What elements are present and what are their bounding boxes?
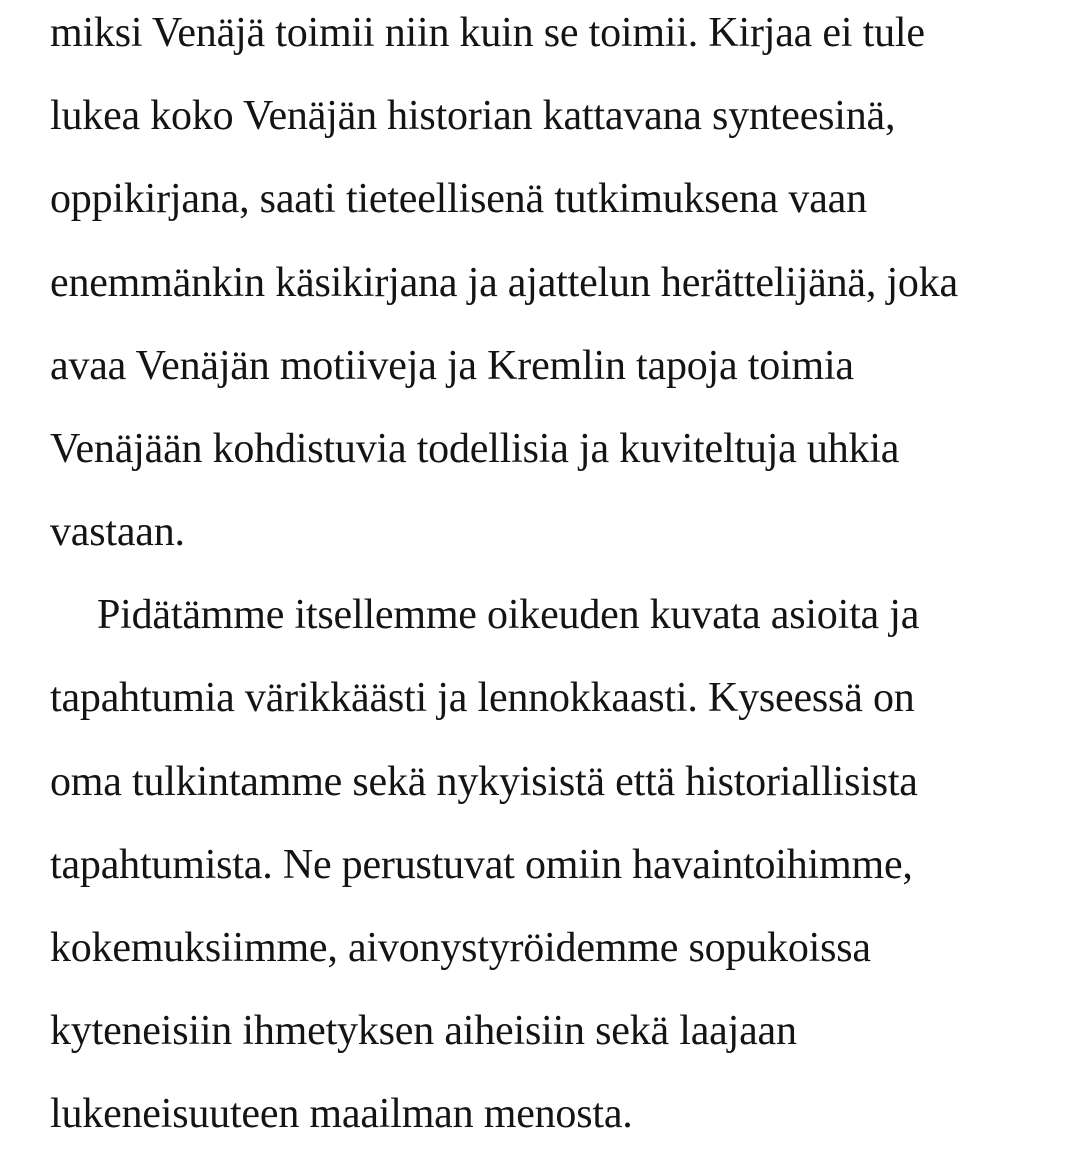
text-line: tapahtumia värikkäästi ja lennokkaasti. Kyseessä on [50, 675, 915, 721]
text-line: tapahtumista. Ne perustuvat omiin havaintoihimme, [50, 842, 913, 888]
text-line: Venäjään kohdistuvia todellisia ja kuviteltuja uhkia [50, 426, 900, 472]
text-line: vastaan. [50, 509, 185, 555]
text-line: lukeneisuuteen maailman menosta. [50, 1091, 633, 1137]
text-line: oppikirjana, saati tieteellisenä tutkimuksena vaan [50, 176, 867, 222]
text-line: Pidätämme itsellemme oikeuden kuvata asioita ja [97, 592, 920, 638]
text-line: enemmänkin käsikirjana ja ajattelun herättelijänä, joka [50, 260, 958, 306]
text-line: miksi Venäjä toimii niin kuin se toimii. Kirjaa ei tule [50, 10, 925, 56]
text-line: oma tulkintamme sekä nykyisistä että historiallisista [50, 759, 918, 805]
text-line: kokemuksiimme, aivonystyröidemme sopukoissa [50, 925, 871, 971]
text-line: avaa Venäjän motiiveja ja Kremlin tapoja toimia [50, 343, 854, 389]
text-line: lukea koko Venäjän historian kattavana synteesinä, [50, 93, 896, 139]
text-line: kyteneisiin ihmetyksen aiheisiin sekä laajaan [50, 1008, 797, 1054]
